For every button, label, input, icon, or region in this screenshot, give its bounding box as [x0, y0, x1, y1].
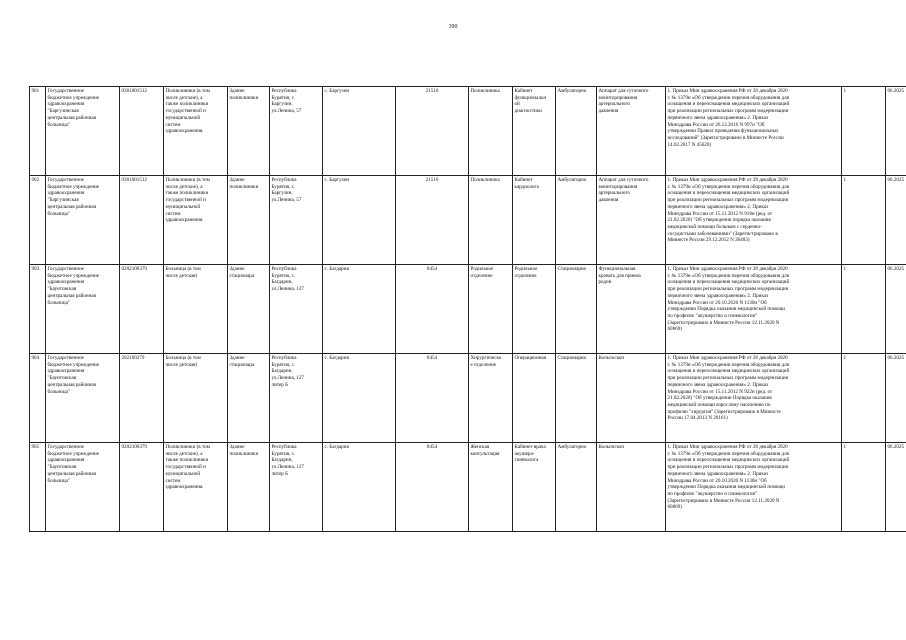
cell-building: Здание поликлиники [228, 443, 270, 532]
cell-legal-basis: 1. Приказ Мин здравоохранения РФ от 28 декабря 2020 г. № 1379н «Об утверждении перечня оборудования для оснащения и переоснащения медицинских организаций при реализации региональных программ модернизации первичного звена здравоохранения» 2. Приказ Минздрава России от 15.11.2012 N 918н (ред. от 21.02.2020) "Об утверждении порядка оказания медицинской помощи больным с сердечно- сосудистыми заболеваниями" (Зарегистрировано в Минюсте России 29.12.2012 N 26483) [666, 176, 842, 265]
cell-building: Здание стационара [228, 265, 270, 354]
cell-code: 0301001512 [120, 87, 164, 176]
cell-address: Республика Бурятия, с. Баргузин, ул.Ленина, 57 [270, 87, 323, 176]
cell-equipment: Функциональная кровать для приема родов [597, 265, 666, 354]
cell-code: 0202100379 [120, 443, 164, 532]
cell-organization: Государственное бюджетное учреждение здравоохранения "Баргузинская центральная районная больница" [46, 87, 120, 176]
cell-row-number: 902 [30, 176, 46, 265]
cell-population: 21516 [396, 176, 469, 265]
cell-population: 21516 [396, 87, 469, 176]
equipment-registry-table [29, 86, 906, 532]
cell-care-form: Амбулаторно [556, 87, 597, 176]
cell-equipment: Аппарат для суточного мониторирования артериального давления [597, 176, 666, 265]
cell-cabinet: Родильное отделение [513, 265, 556, 354]
cell-address: Республика Бурятия, с. Баргузин, ул.Ленина, 57 [270, 176, 323, 265]
cell-quantity: 1 [842, 354, 886, 443]
cell-care-form: Стационарно [556, 265, 597, 354]
cell-address: Республика Бурятия, с. Багдарин, ул.Ленина, 127 литер Б [270, 443, 323, 532]
cell-department: Хирургическо е отделение [469, 354, 513, 443]
cell-facility-type: Больница (в том числе детская) [164, 354, 228, 443]
cell-department: Родильное отделение [469, 265, 513, 354]
cell-department: Поликлиника [469, 176, 513, 265]
cell-department: Поликлиника [469, 87, 513, 176]
cell-legal-basis: 1. Приказ Мин здравоохранения РФ от 28 декабря 2020 г. № 1379н «Об утверждении перечня оборудования для оснащения и переоснащения медицинских организаций при реализации региональных программ модернизации первичного звена здравоохранения» 2. Приказ Минздрава России от 20.10.2020 N 1130н "Об утверждении Порядка оказания медицинской помощи по профилю "акушерство и гинекология" (Зарегистрировано в Минюсте России 12.11.2020 N 60869) [666, 265, 842, 354]
cell-population: 8454 [396, 354, 469, 443]
cell-department: Женская консультация [469, 443, 513, 532]
cell-date: 06.2025 [886, 265, 906, 354]
page-number: 390 [448, 24, 458, 30]
cell-cabinet: Кабинет функциональн ой диагностики [513, 87, 556, 176]
cell-equipment: Кольпоскоп [597, 443, 666, 532]
cell-legal-basis: 1. Приказ Мин здравоохранения РФ от 28 декабря 2020 г. № 1379н «Об утверждении перечня оборудования для оснащения и переоснащения медицинских организаций при реализации региональных программ модернизации первичного звена здравоохранения» 2. Приказ Минздрава России от 20.10.2020 N 1130н "Об утверждении Порядка оказания медицинской помощи по профилю "акушерство и гинекология" (Зарегистрировано в Минюсте России 12.11.2020 N 60869) [666, 443, 842, 532]
cell-building: Здание поликлиники [228, 87, 270, 176]
cell-code: 202100379 [120, 354, 164, 443]
cell-facility-type: Поликлиники (в том числе детские), а также поликлиники государственной и муниципальной систем здравоохранения. [164, 443, 228, 532]
cell-quantity: 1 [842, 443, 886, 532]
cell-care-form: Амбулаторно [556, 176, 597, 265]
cell-organization: Государственное бюджетное учреждение здравоохранения "Баунтовская центральная районная больница" [46, 265, 120, 354]
cell-locality: с. Баргузин [323, 87, 396, 176]
cell-address: Республика Бурятия, с. Багдарин, ул.Ленина, 127 литер Б [270, 354, 323, 443]
cell-cabinet: Кабинет кардиолога [513, 176, 556, 265]
table-row [30, 176, 906, 265]
cell-date: 06.2025 [886, 87, 906, 176]
cell-facility-type: Больница (в том числе детская) [164, 265, 228, 354]
cell-organization: Государственное бюджетное учреждение здравоохранения "Баунтовская центральная районная больница" [46, 354, 120, 443]
cell-date: 06.2025 [886, 176, 906, 265]
cell-building: Здание стационара [228, 354, 270, 443]
cell-code: 0202100379 [120, 265, 164, 354]
cell-date: 06.2025 [886, 443, 906, 532]
cell-locality: с. Багдарин [323, 354, 396, 443]
cell-code: 0301001512 [120, 176, 164, 265]
cell-quantity: 1 [842, 265, 886, 354]
cell-population: 8454 [396, 443, 469, 532]
cell-building: Здание поликлиники [228, 176, 270, 265]
cell-care-form: Стационарно [556, 354, 597, 443]
cell-quantity: 1 [842, 87, 886, 176]
cell-date: 06.2025 [886, 354, 906, 443]
cell-locality: с. Багдарин [323, 265, 396, 354]
cell-care-form: Амбулаторно [556, 443, 597, 532]
cell-row-number: 903 [30, 265, 46, 354]
cell-locality: с. Багдарин [323, 443, 396, 532]
cell-organization: Государственное бюджетное учреждение здравоохранения "Баунтовская центральная районная больница" [46, 443, 120, 532]
cell-legal-basis: 1. Приказ Мин здравоохранения РФ от 28 декабря 2020 г. № 1379н «Об утверждении перечня оборудования для оснащения и переоснащения медицинских организаций при реализации региональных программ модернизации первичного звена здравоохранения» 2. Приказ Минздрава России от 15.11.2012 N 922н (ред. от 21.02.2020) "Об утверждении Порядка оказания медицинской помощи взрослому населению по профилю "хирургия" (Зарегистрировано в Минюсте России 17.04.2013 N 28161) [666, 354, 842, 443]
cell-row-number: 905 [30, 443, 46, 532]
cell-quantity: 1 [842, 176, 886, 265]
cell-cabinet: Кабинет врача акушера- гинеколога [513, 443, 556, 532]
cell-legal-basis: 1. Приказ Мин здравоохранения РФ от 28 декабря 2020 г. № 1379н «Об утверждении перечня оборудования для оснащения и переоснащения медицинских организаций при реализации региональных программ модернизации первичного звена здравоохранения» 2. Приказ Минздрава России от 26.12.2016 N 997н "Об утверждении Правил проведения функциональных исследований" (Зарегистрировано в Минюсте России 14.02.2017 N 45620) [666, 87, 842, 176]
table-row [30, 354, 906, 443]
cell-organization: Государственное бюджетное учреждение здравоохранения "Баргузинская центральная районная больница" [46, 176, 120, 265]
table-row [30, 443, 906, 532]
cell-facility-type: Поликлиники (в том числе детские), а также поликлиники государственной и муниципальной систем здравоохранения. [164, 87, 228, 176]
cell-equipment: Аппарат для суточного мониторирования артериального давления [597, 87, 666, 176]
table-row [30, 265, 906, 354]
cell-address: Республика Бурятия, с. Багдарин, ул.Ленина, 127 [270, 265, 323, 354]
cell-cabinet: Операционная [513, 354, 556, 443]
cell-population: 8454 [396, 265, 469, 354]
cell-equipment: Кольпоскоп [597, 354, 666, 443]
cell-locality: с. Баргузин [323, 176, 396, 265]
cell-row-number: 901 [30, 87, 46, 176]
cell-row-number: 904 [30, 354, 46, 443]
table-row [30, 87, 906, 176]
cell-facility-type: Поликлиники (в том числе детские), а также поликлиники государственной и муниципальной систем здравоохранения. [164, 176, 228, 265]
